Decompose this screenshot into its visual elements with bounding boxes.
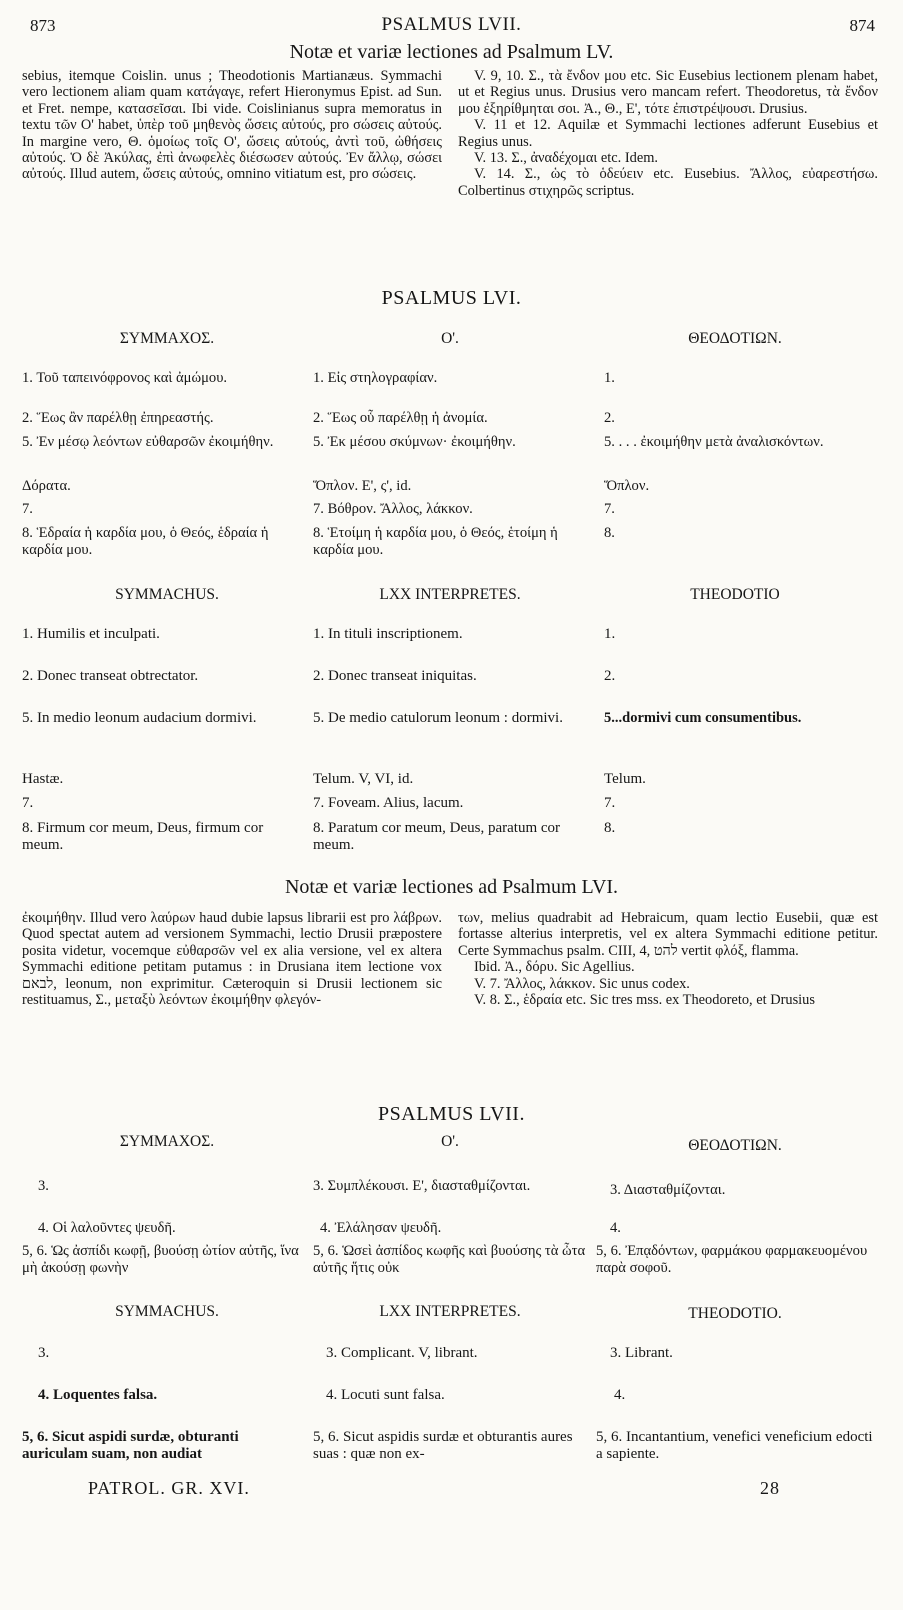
table-cell: 8. Ἑτοίμη ἡ καρδία μου, ὁ Θεός, ἑτοίμη ἡ καρδία μου. xyxy=(313,525,558,558)
table-cell: 7. xyxy=(604,501,615,517)
table-cell: Telum. xyxy=(604,771,646,787)
column-head-theodotion-greek: ΘΕΟΔΟΤΙΩΝ. xyxy=(688,330,782,347)
table-cell: 3. xyxy=(38,1178,49,1194)
note-paragraph: V. 7. Ἄλλος, λάκκον. Sic unus codex. xyxy=(474,975,690,992)
table-cell: 3. xyxy=(38,1345,50,1361)
table-cell: 8. Paratum cor meum, Deus, paratum cor meum. xyxy=(313,820,561,853)
table-cell: 7. Βόθρον. Ἄλλος, λάκκον. xyxy=(313,501,473,517)
table-cell: 7. xyxy=(22,795,34,811)
column-head-theodotion-greek: ΘΕΟΔΟΤΙΩΝ. xyxy=(688,1137,782,1154)
note-paragraph: V. 14. Σ., ὡς τὸ ὁδεύειν etc. Eusebius. Ἄλλος, εὐαρεστήσω. Colbertinus στιχηρῶς scriptus. xyxy=(458,166,878,199)
table-cell: 5, 6. Ἐπᾳδόντων, φαρμάκου φαρμακευομένου παρὰ σοφοῦ. xyxy=(596,1243,868,1276)
table-cell: 3. Librant. xyxy=(610,1345,673,1361)
table-cell: Ὅπλον. Ε', ς', id. xyxy=(313,478,412,494)
table-cell: 5. . . . ἐκοιμήθην μετὰ ἀναλισκόντων. xyxy=(604,434,824,450)
table-cell: 1. Τοῦ ταπεινόφρονος καὶ ἀμώμου. xyxy=(22,370,228,386)
footer-series-signature: PATROL. GR. XVI. xyxy=(88,1478,250,1498)
table-cell: 5, 6. Ὡς ἀσπίδι κωφῇ, βυούσῃ ὠτίον αὐτῆς, ἵνα μὴ ἀκούσῃ φωνὴν xyxy=(22,1243,299,1276)
psalm-lvi-title: PSALMUS LVI. xyxy=(381,287,522,309)
table-cell: 7. xyxy=(22,501,33,517)
table-cell: 2. Donec transeat obtrectator. xyxy=(22,668,199,684)
table-cell: 8. Firmum cor meum, Deus, firmum cor meum. xyxy=(22,820,264,853)
column-head-lxx-latin: LXX INTERPRETES. xyxy=(379,1303,521,1320)
column-head-theodotio-latin: THEODOTIO xyxy=(690,586,780,603)
psalm-lvii-title: PSALMUS LVII. xyxy=(378,1103,525,1125)
table-cell: 4. Ἐλάλησαν ψευδῆ. xyxy=(320,1220,442,1236)
table-cell: 4. xyxy=(614,1387,626,1403)
note-paragraph: των, melius quadrabit ad Hebraicum, quam lectio Eusebii, quæ est fortasse alterius interpretis, vel ex altera Symmachi editione petitur. Certe Symmachus psalm. CIII, 4, להט vertit φλόξ, flamma. xyxy=(458,910,878,959)
table-cell: 4. Locuti sunt falsa. xyxy=(326,1387,445,1403)
notes-lvi-left-column xyxy=(22,910,442,1008)
table-cell: 7. Foveam. Alius, lacum. xyxy=(313,795,464,811)
table-cell: 5, 6. Sicut aspidi surdæ, obturanti auriculam suam, non audiat xyxy=(22,1429,239,1462)
notes-lv-left-column xyxy=(22,68,442,183)
table-cell: 4. xyxy=(610,1220,621,1236)
table-cell: 1. In tituli inscriptionem. xyxy=(313,626,463,642)
table-cell: 8. Ἑδραία ἡ καρδία μου, ὁ Θεός, ἑδραία ἡ καρδία μου. xyxy=(22,525,269,558)
table-cell: 7. xyxy=(604,795,616,811)
table-cell: 8. xyxy=(604,820,616,836)
table-cell: Telum. V, VI, id. xyxy=(313,771,414,787)
table-cell: 5. Ἐκ μέσου σκύμνων· ἐκοιμήθην. xyxy=(313,434,516,450)
table-cell: 2. Donec transeat iniquitas. xyxy=(313,668,477,684)
table-cell: 2. xyxy=(604,410,615,426)
table-cell: 1. xyxy=(604,626,616,642)
note-paragraph: V. 9, 10. Σ., τὰ ἔνδον μου etc. Sic Eusebius lectionem plenam habet, ut et Regius unus. Drusius vero mancam refert. Theodoretus, τὰ ἔνδον μου ἐξηρίθμηται σοι. Ἀ., Θ., Ε', τότε ἐπιστρέψουσι. Drusius. xyxy=(458,68,878,117)
note-paragraph: ἐκοιμήθην. Illud vero λαύρων haud dubie lapsus librarii est pro λάβρων. Quod spectat autem ad versionem Symmachi, lectio Drusii præpostere posita videtur, vocemque εὐθαρσῶν vel ex alia versione, vel ex altera Symmachi editione petitam putamus : in Drusiana item lectione vox לבאם, leonum, non exprimitur. Cæteroquin si Drusii lectionem sic restituamus, Σ., μεταξὺ λεόντων ἐκοιμήθην φλεγόν- xyxy=(22,910,442,1009)
note-paragraph: sebius, itemque Coislin. unus ; Theodotionis Martianæus. Symmachi vero lectionem aliam quam κατάγαγε, refert Hieronymus Epist. ad Sun. et Fret. nempe, κατασεῖσαι. Ibi vide. Coislinianus supra memoratus in textu τῶν Ο' habet, ὑπὲρ τοῦ μηθενὸς ὤσεις αὐτούς, pro σώσεις αὐτούς. In margine vero, Θ. ὁμοίως τοῖς Ο', ὤσεις αὐτούς, ἀντὶ τοῦ, ὠθήσεις αὐτούς. Ὁ δὲ Ἀκύλας, ἐπὶ ἀνωφελὲς διέσωσεν αὐτούς. Ἐν ἄλλῳ, σώσει αὐτούς. Illud autem, ὤσεις αὐτούς, omnino vitiatum est, pro σώσεις. xyxy=(22,68,442,183)
table-cell: 5, 6. Sicut aspidis surdæ et obturantis aures suas : quæ non ex- xyxy=(313,1429,573,1462)
running-title: PSALMUS LVII. xyxy=(381,14,522,35)
table-cell: 5...dormivi cum consumentibus. xyxy=(604,710,802,726)
column-head-symmachus-greek: ΣΥΜΜΑΧΟΣ. xyxy=(119,330,215,347)
notes-lv-right-column xyxy=(458,68,878,199)
note-paragraph: Ibid. Ἀ., δόρυ. Sic Agellius. xyxy=(474,959,635,976)
table-cell: 2. Ἕως οὗ παρέλθῃ ἡ ἀνομία. xyxy=(313,410,488,426)
column-head-symmachus-greek: ΣΥΜΜΑΧΟΣ. xyxy=(119,1133,215,1150)
table-cell: 4. Loquentes falsa. xyxy=(38,1387,158,1403)
table-cell: Δόρατα. xyxy=(22,478,71,494)
notes-lvi-heading: Notæ et variæ lectiones ad Psalmum LVI. xyxy=(284,876,619,898)
column-head-lxx-greek: Ο'. xyxy=(441,330,459,347)
table-cell: 5. In medio leonum audacium dormivi. xyxy=(22,710,257,726)
table-cell: Hastæ. xyxy=(22,771,64,787)
table-cell: 3. Διασταθμίζονται. xyxy=(610,1182,726,1198)
table-cell: 5. De medio catulorum leonum : dormivi. xyxy=(313,710,563,726)
table-cell: 8. xyxy=(604,525,615,541)
table-cell: 3. Complicant. V, librant. xyxy=(326,1345,478,1361)
table-cell: 3. Συμπλέκουσι. Ε', διασταθμίζονται. xyxy=(313,1178,531,1194)
table-cell: Ὅπλον. xyxy=(604,478,650,494)
footer-signature-number: 28 xyxy=(760,1478,780,1498)
column-head-theodotio-latin: THEODOTIO. xyxy=(688,1305,782,1322)
note-paragraph: V. 11 et 12. Aquilæ et Symmachi lectiones adferunt Eusebius et Regius unus. xyxy=(458,117,878,150)
page-number-left: 873 xyxy=(30,16,56,35)
table-cell: 1. xyxy=(604,370,615,386)
note-paragraph: V. 13. Σ., ἀναδέχομαι etc. Idem. xyxy=(474,150,659,167)
column-head-symmachus-latin: SYMMACHUS. xyxy=(115,1303,219,1320)
table-cell: 4. Οἱ λαλοῦντες ψευδῆ. xyxy=(38,1220,176,1236)
column-head-lxx-greek: Ο'. xyxy=(441,1133,459,1150)
notes-lvi-right-column xyxy=(458,910,878,1008)
note-paragraph: V. 8. Σ., ἑδραία etc. Sic tres mss. ex Theodoreto, et Drusius xyxy=(474,992,815,1009)
notes-lv-heading: Notæ et variæ lectiones ad Psalmum LV. xyxy=(289,41,614,63)
table-cell: 5, 6. Incantantium, venefici veneficium edocti a sapiente. xyxy=(596,1429,873,1462)
column-head-symmachus-latin: SYMMACHUS. xyxy=(115,586,219,603)
table-cell: 2. xyxy=(604,668,616,684)
page-number-right: 874 xyxy=(849,16,875,35)
table-cell: 5. Ἐν μέσῳ λεόντων εὐθαρσῶν ἐκοιμήθην. xyxy=(22,434,274,450)
table-cell: 2. Ἕως ἂν παρέλθῃ ἐπηρεαστής. xyxy=(22,410,214,426)
column-head-lxx-latin: LXX INTERPRETES. xyxy=(379,586,521,603)
table-cell: 5, 6. Ὡσεὶ ἀσπίδος κωφῆς καὶ βυούσης τὰ ὦτα αὐτῆς ἥτις οὐκ xyxy=(313,1243,586,1276)
table-cell: 1. Humilis et inculpati. xyxy=(22,626,160,642)
table-cell: 1. Εἰς στηλογραφίαν. xyxy=(313,370,438,386)
